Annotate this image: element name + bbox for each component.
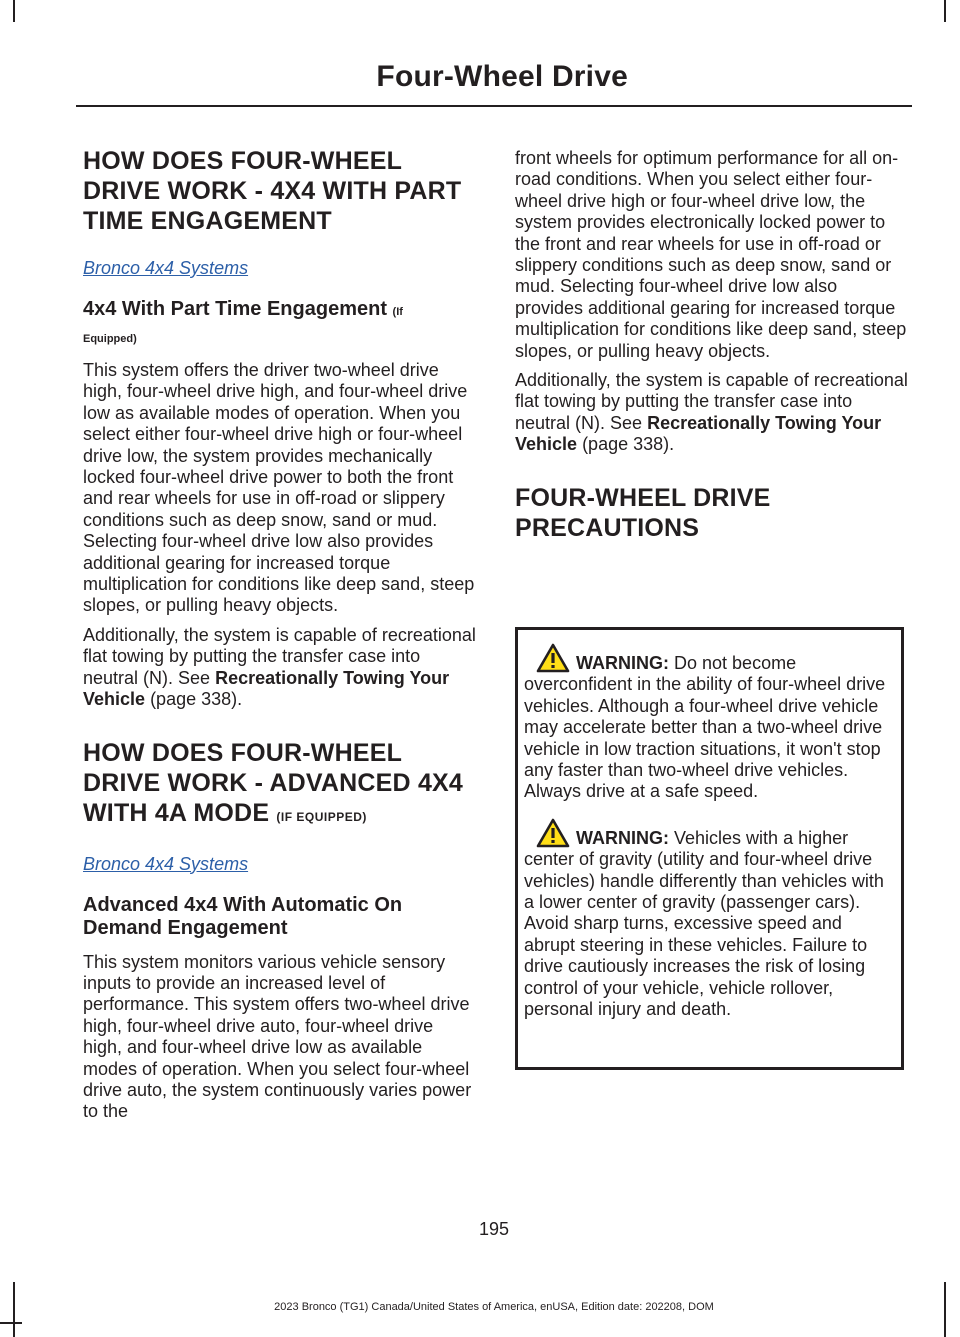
body-paragraph-towing — [515, 370, 910, 456]
warning-label: WARNING: — [576, 827, 669, 848]
page-reference: (page 338). — [582, 434, 675, 455]
warning-paragraph — [524, 818, 895, 1021]
heading-line: DRIVE WORK - 4X4 WITH PART — [83, 177, 462, 205]
running-header-title: Four-Wheel Drive — [376, 60, 628, 93]
body-paragraph: front wheels for optimum performance for all on-road conditions. When you select either four-wheel drive high or four-wheel drive low, the system provides electronically locked power to the front and rear wheels for use in off-road or slippery conditions such as deep snow, sand or mud. Selecting four-wheel drive low also provides additional gearing for increased torque multiplication for conditions like deep sand, steep slopes, or pulling heavy objects. — [515, 148, 907, 361]
body-text: Additionally, the system is capable of recreational flat towing by putting the transfer case into neutral (N). See — [515, 370, 908, 433]
subheading-qualifier: Equipped) — [83, 333, 137, 345]
warning-label: WARNING: — [576, 653, 669, 673]
body-paragraph: This system monitors various vehicle sensory inputs to provide an increased level of performance. This system offers two-wheel drive high, four-wheel drive auto, four-wheel drive high, and four-wheel drive low as available modes of operation. When you select four-wheel drive auto, the system continuously varies power to the — [83, 951, 472, 1122]
section-heading-advanced — [83, 738, 476, 832]
left-column — [83, 140, 476, 1123]
page-reference: (page 338). — [150, 689, 243, 710]
crop-mark-bottom-left-h — [0, 1322, 22, 1324]
body-text: Additionally, the system is capable of recreational flat towing by putting the transfer case into neutral (N). See — [83, 624, 476, 688]
warning-triangle-icon — [536, 643, 570, 673]
bronco-4x4-systems-link[interactable]: Bronco 4x4 Systems — [83, 258, 249, 278]
heading-line: TIME ENGAGEMENT — [83, 207, 332, 235]
towing-cross-reference[interactable]: Recreationally Towing Your Vehicle — [515, 412, 882, 455]
warning-paragraph — [524, 643, 895, 803]
heading-line: DRIVE WORK - ADVANCED 4X4 — [83, 768, 464, 797]
right-column — [515, 148, 910, 543]
body-paragraph: This system offers the driver two-wheel drive high, four-wheel drive high, and four-wheel drive low as available modes of operation. When you select either four-wheel drive high or four-wheel drive low, the system provides mechanically locked four-wheel drive power to both the front and rear wheels for use in off-road or slippery conditions such as deep snow, sand or mud. Selecting four-wheel drive low also provides additional gearing for increased torque multiplication for conditions like deep sand, steep slopes, or pulling heavy objects. — [83, 360, 475, 616]
bronco-4x4-systems-link[interactable]: Bronco 4x4 Systems — [83, 853, 249, 874]
subheading-qualifier: (If — [392, 306, 403, 318]
subheading-advanced: Advanced 4x4 With Automatic On Demand Engagement — [83, 893, 403, 939]
heading-line: PRECAUTIONS — [515, 513, 700, 542]
heading-qualifier: (IF EQUIPPED) — [276, 809, 367, 824]
warning-text: Vehicles with a higher center of gravity (utility and four-wheel drive vehicles) handle differently than vehicles with a lower center of gravity (passenger cars). Avoid sharp turns, excessive speed and abrupt steering in these vehicles. Failure to drive cautiously increases the risk of losing control of your vehicle, vehicle rollover, personal injury and death. — [524, 827, 884, 1020]
heading-line: HOW DOES FOUR-WHEEL — [83, 738, 403, 767]
crop-mark-top-left — [13, 0, 15, 22]
warning-box — [515, 627, 904, 1070]
body-paragraph-towing — [83, 625, 476, 711]
warning-triangle-icon — [536, 818, 570, 848]
crop-mark-top-right — [944, 0, 946, 22]
edition-footer: 2023 Bronco (TG1) Canada/United States of America, enUSA, Edition date: 202208, DOM — [274, 1301, 714, 1313]
heading-line: WITH 4A MODE — [83, 798, 270, 827]
page-number: 195 — [478, 1219, 510, 1239]
heading-line: FOUR-WHEEL DRIVE — [515, 483, 771, 512]
subheading-text: 4x4 With Part Time Engagement — [83, 298, 387, 320]
subheading-part-time — [83, 298, 476, 350]
warning-text: Do not become overconfident in the ability of four-wheel drive vehicles. Although a four-wheel drive vehicle may accelerate better than a two-wheel drive vehicle in low traction situations, it won't stop any faster than two-wheel drive vehicles. Always drive at a safe speed. — [524, 653, 886, 802]
heading-line: HOW DOES FOUR-WHEEL — [83, 147, 403, 175]
header-rule — [76, 105, 912, 107]
section-heading-part-time — [83, 146, 476, 236]
towing-cross-reference[interactable]: Recreationally Towing Your Vehicle — [83, 667, 450, 710]
section-heading-precautions — [515, 483, 910, 543]
